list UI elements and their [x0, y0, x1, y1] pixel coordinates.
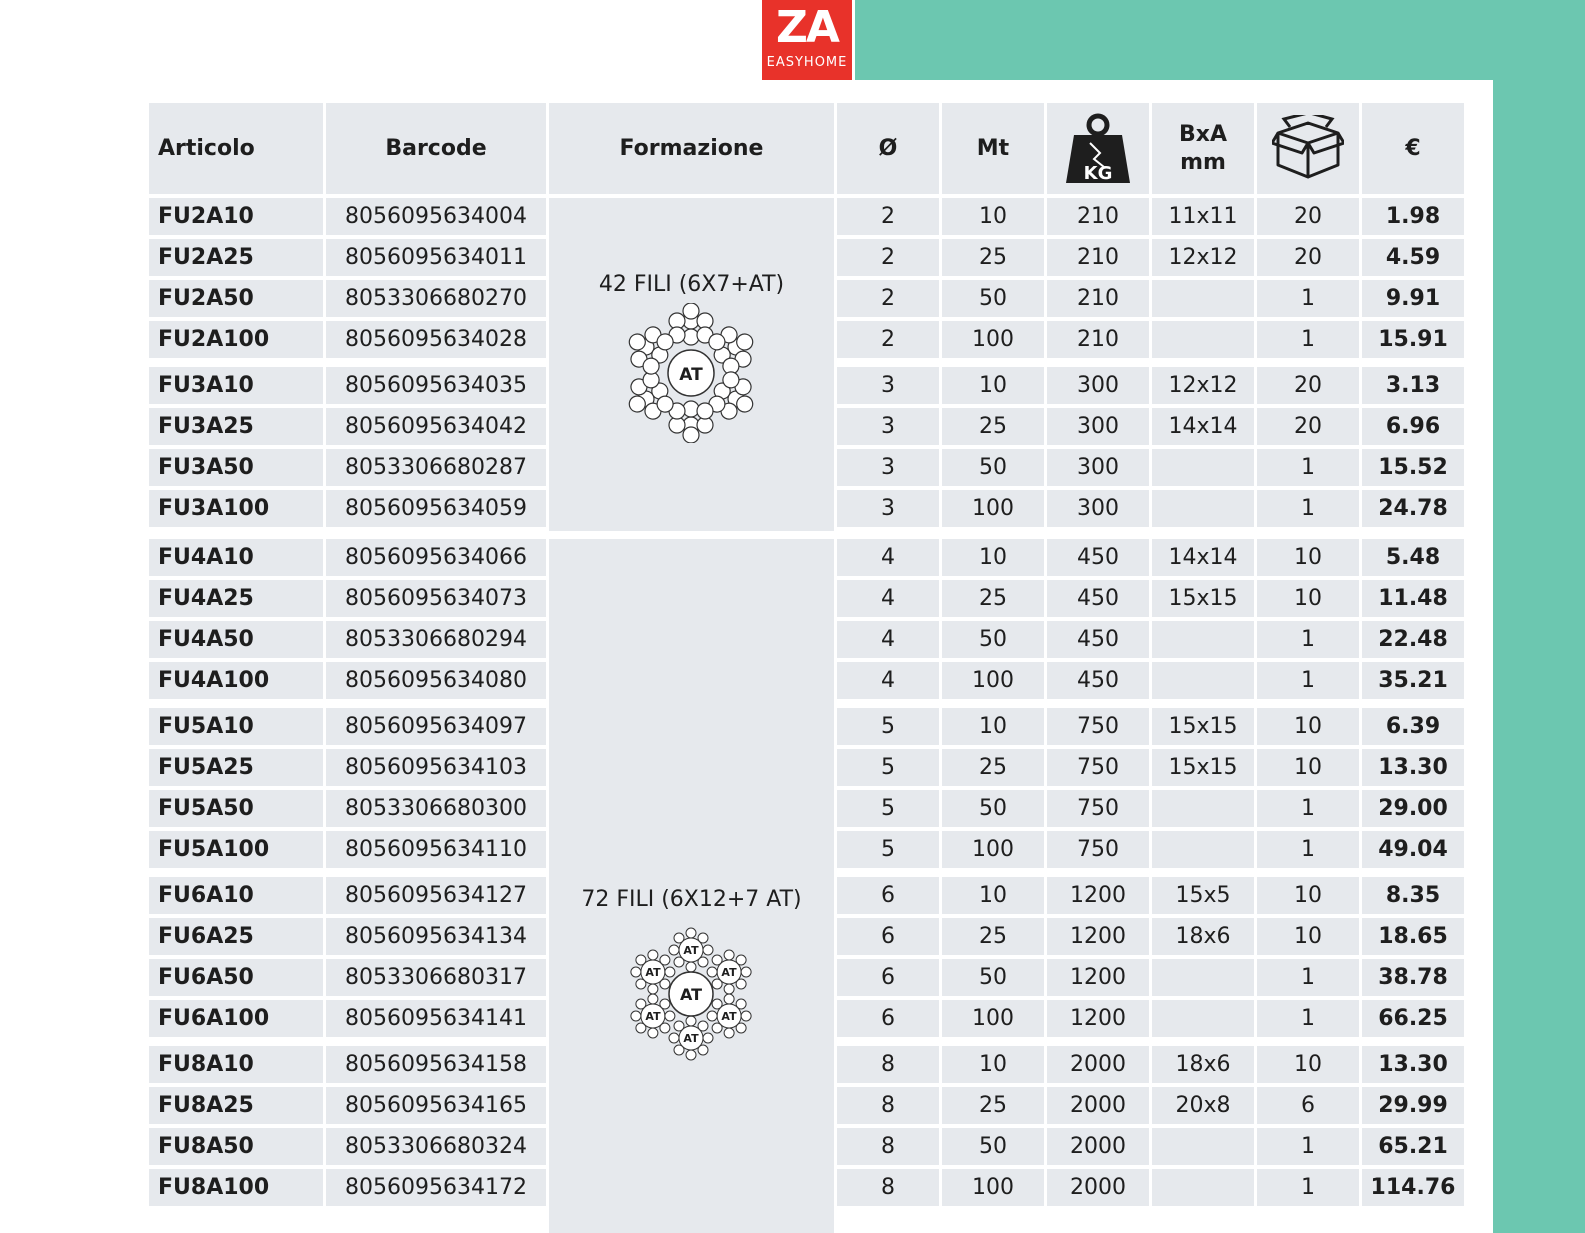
- cell-mt: 100: [942, 321, 1044, 358]
- cell-bxa: 15x15: [1152, 708, 1254, 745]
- table-row: [0, 662, 1585, 699]
- cell-box-qty: 10: [1257, 580, 1359, 617]
- table-row: [0, 280, 1585, 317]
- cell-barcode: 8056095634011: [326, 239, 546, 276]
- brand-logo: [762, 0, 852, 80]
- cell-barcode: 8056095634141: [326, 1000, 546, 1037]
- cell-articolo: FU4A50: [149, 621, 323, 658]
- cell-price: 15.52: [1362, 449, 1464, 486]
- cell-barcode: 8053306680287: [326, 449, 546, 486]
- cell-price: 1.98: [1362, 198, 1464, 235]
- cell-barcode: 8056095634059: [326, 490, 546, 527]
- cell-price: 11.48: [1362, 580, 1464, 617]
- table-row: [0, 1128, 1585, 1165]
- cell-diameter: 3: [837, 490, 939, 527]
- cell-barcode: 8056095634073: [326, 580, 546, 617]
- table-row: [0, 1000, 1585, 1037]
- cell-diameter: 2: [837, 239, 939, 276]
- cell-diameter: 4: [837, 662, 939, 699]
- cell-mt: 50: [942, 621, 1044, 658]
- cell-barcode: 8056095634080: [326, 662, 546, 699]
- cell-bxa: [1152, 1000, 1254, 1037]
- cell-mt: 100: [942, 831, 1044, 868]
- strand-core-label: AT: [683, 1032, 699, 1045]
- cell-bxa: [1152, 662, 1254, 699]
- table-row: [0, 239, 1585, 276]
- cell-barcode: 8056095634004: [326, 198, 546, 235]
- cell-box-qty: 10: [1257, 1046, 1359, 1083]
- table-row: [0, 449, 1585, 486]
- formazione-label-1: 42 FILI (6X7+AT): [598, 272, 785, 297]
- table-row: [0, 198, 1585, 235]
- cell-bxa: [1152, 831, 1254, 868]
- table-row: [0, 708, 1585, 745]
- cell-box-qty: 6: [1257, 1087, 1359, 1124]
- table-row: [0, 918, 1585, 955]
- cell-weight: 1200: [1047, 877, 1149, 914]
- cell-barcode: 8056095634172: [326, 1169, 546, 1206]
- cell-barcode: 8056095634097: [326, 708, 546, 745]
- cell-bxa: 14x14: [1152, 539, 1254, 576]
- header-barcode: Barcode: [326, 103, 546, 194]
- core-label-1: AT: [679, 365, 703, 385]
- cell-box-qty: 20: [1257, 367, 1359, 404]
- cell-weight: 750: [1047, 708, 1149, 745]
- cell-barcode: 8056095634042: [326, 408, 546, 445]
- cell-mt: 50: [942, 280, 1044, 317]
- cell-articolo: FU2A25: [149, 239, 323, 276]
- cell-box-qty: 1: [1257, 280, 1359, 317]
- cell-mt: 25: [942, 580, 1044, 617]
- cell-box-qty: 1: [1257, 1128, 1359, 1165]
- cell-mt: 10: [942, 708, 1044, 745]
- table-row: [0, 790, 1585, 827]
- cell-diameter: 8: [837, 1169, 939, 1206]
- cell-box-qty: 1: [1257, 662, 1359, 699]
- cell-weight: 450: [1047, 621, 1149, 658]
- header-formazione: Formazione: [549, 103, 834, 194]
- cell-mt: 25: [942, 918, 1044, 955]
- cell-barcode: 8056095634165: [326, 1087, 546, 1124]
- cell-price: 13.30: [1362, 1046, 1464, 1083]
- cell-weight: 750: [1047, 831, 1149, 868]
- cell-barcode: 8056095634028: [326, 321, 546, 358]
- cell-box-qty: 20: [1257, 408, 1359, 445]
- cell-box-qty: 1: [1257, 621, 1359, 658]
- cell-bxa: [1152, 1169, 1254, 1206]
- cell-price: 4.59: [1362, 239, 1464, 276]
- cell-diameter: 5: [837, 749, 939, 786]
- cell-barcode: 8056095634035: [326, 367, 546, 404]
- cell-articolo: FU5A25: [149, 749, 323, 786]
- cell-box-qty: 1: [1257, 1000, 1359, 1037]
- cell-box-qty: 1: [1257, 490, 1359, 527]
- cell-bxa: 12x12: [1152, 239, 1254, 276]
- cell-weight: 2000: [1047, 1087, 1149, 1124]
- cell-diameter: 4: [837, 621, 939, 658]
- cell-articolo: FU4A25: [149, 580, 323, 617]
- cell-bxa: 18x6: [1152, 918, 1254, 955]
- cell-price: 49.04: [1362, 831, 1464, 868]
- cell-price: 5.48: [1362, 539, 1464, 576]
- cell-box-qty: 10: [1257, 539, 1359, 576]
- cell-weight: 300: [1047, 408, 1149, 445]
- box-icon: [1272, 115, 1344, 183]
- teal-header-band: [855, 0, 1585, 80]
- cell-diameter: 6: [837, 918, 939, 955]
- cell-box-qty: 20: [1257, 198, 1359, 235]
- header-articolo: Articolo: [149, 103, 323, 194]
- cell-bxa: 15x15: [1152, 749, 1254, 786]
- cell-diameter: 2: [837, 321, 939, 358]
- cell-articolo: FU3A100: [149, 490, 323, 527]
- cell-mt: 10: [942, 539, 1044, 576]
- table-row: [0, 321, 1585, 358]
- cell-mt: 25: [942, 408, 1044, 445]
- strand-core-label: AT: [721, 966, 737, 979]
- cell-weight: 210: [1047, 239, 1149, 276]
- cell-price: 29.00: [1362, 790, 1464, 827]
- cell-articolo: FU8A25: [149, 1087, 323, 1124]
- cell-price: 15.91: [1362, 321, 1464, 358]
- cell-articolo: FU6A100: [149, 1000, 323, 1037]
- cell-barcode: 8056095634103: [326, 749, 546, 786]
- cell-diameter: 5: [837, 708, 939, 745]
- cell-price: 38.78: [1362, 959, 1464, 996]
- cell-diameter: 6: [837, 1000, 939, 1037]
- cell-barcode: 8053306680294: [326, 621, 546, 658]
- cell-box-qty: 10: [1257, 877, 1359, 914]
- table-row: [0, 621, 1585, 658]
- table-row: [0, 408, 1585, 445]
- cell-bxa: [1152, 321, 1254, 358]
- cell-articolo: FU3A10: [149, 367, 323, 404]
- cell-price: 18.65: [1362, 918, 1464, 955]
- cell-bxa: 18x6: [1152, 1046, 1254, 1083]
- strand-core-label: AT: [683, 944, 699, 957]
- table-row: [0, 749, 1585, 786]
- cell-articolo: FU5A50: [149, 790, 323, 827]
- cell-diameter: 8: [837, 1046, 939, 1083]
- cell-bxa: 20x8: [1152, 1087, 1254, 1124]
- cell-mt: 10: [942, 1046, 1044, 1083]
- cell-bxa: [1152, 621, 1254, 658]
- cell-articolo: FU8A50: [149, 1128, 323, 1165]
- cell-weight: 450: [1047, 662, 1149, 699]
- cell-box-qty: 1: [1257, 831, 1359, 868]
- cell-bxa: [1152, 449, 1254, 486]
- cell-articolo: FU3A50: [149, 449, 323, 486]
- cell-price: 66.25: [1362, 1000, 1464, 1037]
- cell-mt: 100: [942, 1169, 1044, 1206]
- cell-weight: 210: [1047, 321, 1149, 358]
- cell-bxa: 11x11: [1152, 198, 1254, 235]
- table-row: [0, 490, 1585, 527]
- cell-box-qty: 20: [1257, 239, 1359, 276]
- cell-mt: 50: [942, 959, 1044, 996]
- cell-weight: 210: [1047, 280, 1149, 317]
- table-row: [0, 959, 1585, 996]
- cell-mt: 100: [942, 490, 1044, 527]
- header-price: €: [1362, 103, 1464, 194]
- cell-barcode: 8053306680300: [326, 790, 546, 827]
- cell-articolo: FU2A10: [149, 198, 323, 235]
- cell-mt: 25: [942, 1087, 1044, 1124]
- cell-diameter: 5: [837, 790, 939, 827]
- cell-articolo: FU6A50: [149, 959, 323, 996]
- cell-diameter: 8: [837, 1128, 939, 1165]
- table-row: [0, 539, 1585, 576]
- cell-barcode: 8053306680317: [326, 959, 546, 996]
- header-mt: Mt: [942, 103, 1044, 194]
- cell-box-qty: 1: [1257, 959, 1359, 996]
- header-diameter: Ø: [837, 103, 939, 194]
- cell-bxa: [1152, 280, 1254, 317]
- cell-price: 22.48: [1362, 621, 1464, 658]
- table-row: [0, 367, 1585, 404]
- cell-articolo: FU3A25: [149, 408, 323, 445]
- cell-bxa: [1152, 490, 1254, 527]
- brand-logo-mark: ZA: [776, 2, 838, 53]
- header-box: [1257, 103, 1359, 194]
- cell-diameter: 8: [837, 1087, 939, 1124]
- cell-diameter: 4: [837, 539, 939, 576]
- cell-diameter: 2: [837, 280, 939, 317]
- cell-bxa: 15x15: [1152, 580, 1254, 617]
- cell-price: 6.96: [1362, 408, 1464, 445]
- cell-diameter: 6: [837, 877, 939, 914]
- header-bxa-line2: mm: [1180, 149, 1226, 175]
- cell-weight: 1200: [1047, 959, 1149, 996]
- formazione-label-2: 72 FILI (6X12+7 AT): [581, 887, 802, 912]
- cell-price: 8.35: [1362, 877, 1464, 914]
- cell-bxa: 12x12: [1152, 367, 1254, 404]
- cell-price: 3.13: [1362, 367, 1464, 404]
- strand-core-label: AT: [645, 1010, 661, 1023]
- cell-weight: 300: [1047, 367, 1149, 404]
- cell-mt: 100: [942, 662, 1044, 699]
- cell-weight: 300: [1047, 449, 1149, 486]
- cell-diameter: 2: [837, 198, 939, 235]
- cell-price: 24.78: [1362, 490, 1464, 527]
- cell-weight: 750: [1047, 790, 1149, 827]
- cell-box-qty: 1: [1257, 790, 1359, 827]
- cell-articolo: FU2A50: [149, 280, 323, 317]
- cell-mt: 10: [942, 877, 1044, 914]
- weight-icon-label: KG: [1083, 162, 1113, 184]
- cell-weight: 1200: [1047, 1000, 1149, 1037]
- cell-bxa: 15x5: [1152, 877, 1254, 914]
- cell-diameter: 5: [837, 831, 939, 868]
- cell-price: 6.39: [1362, 708, 1464, 745]
- table-row: [0, 1046, 1585, 1083]
- cell-weight: 750: [1047, 749, 1149, 786]
- cell-articolo: FU8A100: [149, 1169, 323, 1206]
- cell-price: 114.76: [1362, 1169, 1464, 1206]
- cell-mt: 10: [942, 198, 1044, 235]
- header-bxa-line1: BxA: [1179, 121, 1227, 147]
- cell-mt: 10: [942, 367, 1044, 404]
- cell-weight: 450: [1047, 539, 1149, 576]
- cell-bxa: 14x14: [1152, 408, 1254, 445]
- table-row: [0, 580, 1585, 617]
- cell-articolo: FU6A25: [149, 918, 323, 955]
- cell-weight: 1200: [1047, 918, 1149, 955]
- cell-mt: 25: [942, 239, 1044, 276]
- cell-articolo: FU4A10: [149, 539, 323, 576]
- cell-barcode: 8056095634127: [326, 877, 546, 914]
- table-header: [0, 103, 1585, 194]
- cell-box-qty: 10: [1257, 749, 1359, 786]
- cell-weight: 2000: [1047, 1046, 1149, 1083]
- cell-box-qty: 1: [1257, 321, 1359, 358]
- weight-icon: [1064, 113, 1132, 185]
- cell-mt: 100: [942, 1000, 1044, 1037]
- cell-mt: 50: [942, 790, 1044, 827]
- cell-mt: 25: [942, 749, 1044, 786]
- brand-logo-name: EASYHOME: [766, 55, 848, 70]
- table-row: [0, 877, 1585, 914]
- cell-diameter: 3: [837, 408, 939, 445]
- cell-box-qty: 1: [1257, 449, 1359, 486]
- cell-barcode: 8053306680324: [326, 1128, 546, 1165]
- cell-weight: 450: [1047, 580, 1149, 617]
- cell-box-qty: 10: [1257, 708, 1359, 745]
- cell-articolo: FU4A100: [149, 662, 323, 699]
- cell-box-qty: 1: [1257, 1169, 1359, 1206]
- cell-weight: 210: [1047, 198, 1149, 235]
- cell-weight: 2000: [1047, 1128, 1149, 1165]
- cell-mt: 50: [942, 1128, 1044, 1165]
- cell-bxa: [1152, 959, 1254, 996]
- cell-price: 29.99: [1362, 1087, 1464, 1124]
- cell-barcode: 8053306680270: [326, 280, 546, 317]
- cell-barcode: 8056095634158: [326, 1046, 546, 1083]
- cell-diameter: 6: [837, 959, 939, 996]
- table-row: [0, 831, 1585, 868]
- cell-mt: 50: [942, 449, 1044, 486]
- cell-price: 65.21: [1362, 1128, 1464, 1165]
- cell-articolo: FU5A100: [149, 831, 323, 868]
- cell-barcode: 8056095634134: [326, 918, 546, 955]
- header-weight: [1047, 103, 1149, 194]
- cell-barcode: 8056095634066: [326, 539, 546, 576]
- core-label-2: AT: [679, 985, 703, 1004]
- cell-price: 35.21: [1362, 662, 1464, 699]
- table-row: [0, 1087, 1585, 1124]
- cell-weight: 300: [1047, 490, 1149, 527]
- cell-articolo: FU6A10: [149, 877, 323, 914]
- cell-bxa: [1152, 1128, 1254, 1165]
- cell-articolo: FU5A10: [149, 708, 323, 745]
- strand-core-label: AT: [721, 1010, 737, 1023]
- cell-diameter: 4: [837, 580, 939, 617]
- cell-articolo: FU2A100: [149, 321, 323, 358]
- cell-box-qty: 10: [1257, 918, 1359, 955]
- cell-articolo: FU8A10: [149, 1046, 323, 1083]
- strand-core-label: AT: [645, 966, 661, 979]
- cell-diameter: 3: [837, 449, 939, 486]
- cell-diameter: 3: [837, 367, 939, 404]
- table-row: [0, 1169, 1585, 1206]
- cell-price: 13.30: [1362, 749, 1464, 786]
- cell-price: 9.91: [1362, 280, 1464, 317]
- cell-weight: 2000: [1047, 1169, 1149, 1206]
- cell-barcode: 8056095634110: [326, 831, 546, 868]
- header-bxa: [1152, 103, 1254, 194]
- cell-bxa: [1152, 790, 1254, 827]
